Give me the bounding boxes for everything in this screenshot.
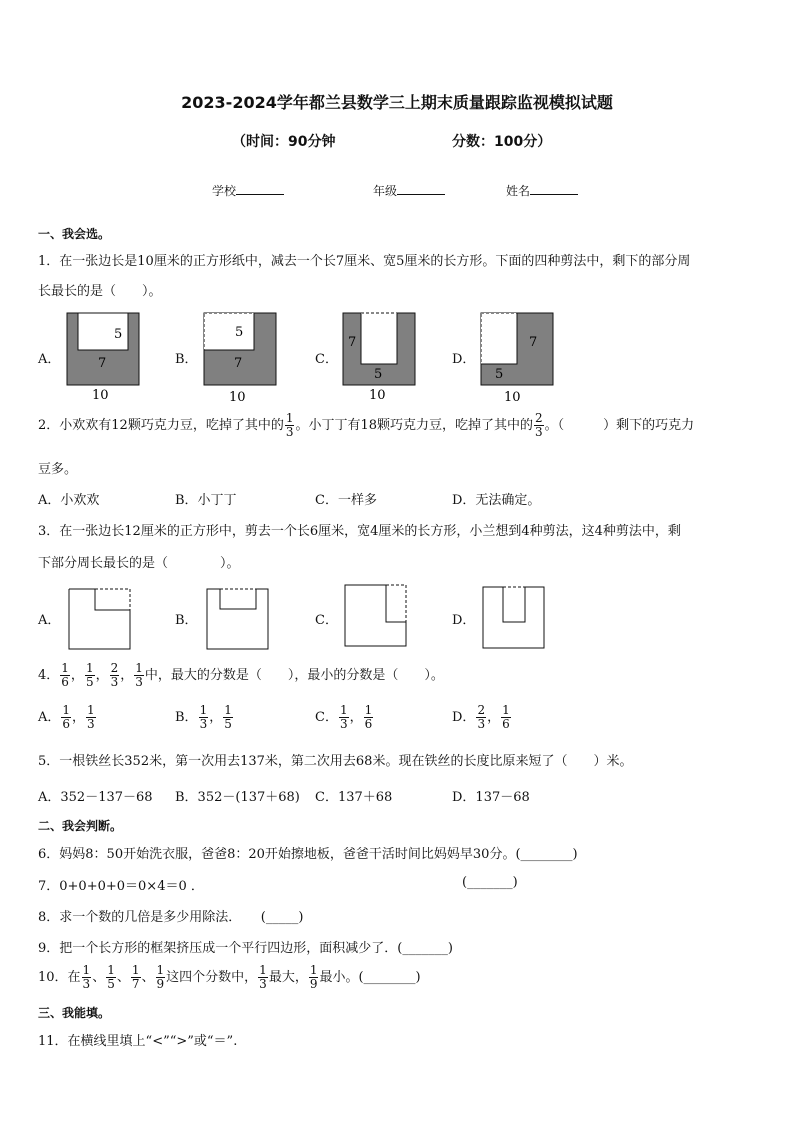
q2-option-d[interactable]: D．无法确定。: [452, 493, 541, 508]
q3-figure-a: [69, 589, 130, 649]
q2-fraction-1: $\frac{1}{3}$: [285, 411, 294, 439]
q10-fraction-big: $\frac{1}{3}$: [259, 963, 267, 991]
q1a-dim-10: 10: [92, 388, 109, 403]
q10-fraction-2: $\frac{1}{5}$: [107, 963, 115, 991]
q4-line: 4． $\frac{1}{6}$ ， $\frac{1}{5}$ ， $\frac{2}{3}$ ， $\frac{1}{3}$ 中，最大的分数是（ ），最小的分数是（ ）。: [38, 661, 444, 689]
q5-option-a[interactable]: A．352－137－68: [38, 790, 153, 805]
q10-fraction-small: $\frac{1}{9}$: [309, 963, 318, 991]
q3-label-c[interactable]: C．: [315, 613, 338, 628]
q4-fraction-2: $\frac{1}{5}$: [85, 661, 94, 689]
q3-label-d[interactable]: D．: [452, 613, 476, 628]
q4-option-d[interactable]: D． $\frac{2}{3}$ ， $\frac{1}{6}$: [452, 703, 510, 731]
q1c-dim-10: 10: [369, 388, 386, 403]
q2-line2: 豆多。: [38, 462, 78, 477]
q4-option-b[interactable]: B． $\frac{1}{3}$ ， $\frac{1}{5}$: [175, 703, 232, 731]
q3-label-b[interactable]: B．: [175, 613, 198, 628]
q2-option-c[interactable]: C．一样多: [315, 493, 377, 508]
q2-option-a[interactable]: A．小欢欢: [38, 493, 100, 508]
q2-text-1: 2．小欢欢有12颗巧克力豆，吃掉了其中的: [38, 418, 284, 433]
q1a-dim-5: 5: [114, 327, 123, 342]
q3-figure-c: [345, 585, 406, 646]
q7-answer-blank[interactable]: (_______): [462, 875, 518, 890]
q1d-dim-5: 5: [495, 367, 504, 382]
q1d-dim-7: 7: [529, 335, 538, 350]
q2-text-2: 。小丁丁有18颗巧克力豆，吃掉了其中的: [295, 418, 534, 433]
q2-fraction-2: $\frac{2}{3}$: [535, 411, 543, 439]
q1-line2: 长最长的是（ ）。: [38, 284, 162, 299]
section-judge: 二、我会判断。: [38, 819, 123, 833]
q1-label-b[interactable]: B．: [175, 352, 198, 367]
q2-text-3: 。（ ）剩下的巧克力: [544, 418, 695, 433]
q5-option-c[interactable]: C．137＋68: [315, 790, 393, 805]
q4-fraction-4: $\frac{1}{3}$: [135, 661, 143, 689]
q3-line2: 下部分周长最长的是（ ）。: [38, 556, 240, 571]
q4-fraction-1: $\frac{1}{6}$: [61, 661, 69, 689]
section-choose: 一、我会选。: [38, 227, 111, 241]
q1c-dim-7: 7: [348, 335, 357, 350]
q7-text: 7．0+0+0+0＝0×4＝0 ．: [38, 879, 204, 894]
q9-text: 9．把一个长方形的框架挤压成一个平行四边形，面积减少了．(_______): [38, 941, 453, 956]
q1b-dim-10: 10: [229, 390, 246, 405]
q11-text: 11．在横线里填上“<”“>”或“＝”.: [38, 1034, 238, 1049]
q1-label-d[interactable]: D．: [452, 352, 476, 367]
section-fill: 三、我能填。: [38, 1006, 111, 1020]
q1-label-c[interactable]: C．: [315, 352, 338, 367]
school-label: 学校: [212, 184, 237, 198]
q4-fraction-3: $\frac{2}{3}$: [110, 661, 119, 689]
q5-option-b[interactable]: B．352－(137＋68): [175, 790, 300, 805]
q3-label-a[interactable]: A．: [38, 613, 61, 628]
q1b-dim-5: 5: [235, 325, 244, 340]
q4-number: 4．: [38, 668, 60, 683]
q6-text: 6．妈妈8：50开始洗衣服，爸爸8：20开始擦地板，爸爸干活时间比妈妈早30分。(________): [38, 847, 578, 862]
q10-fraction-3: $\frac{1}{7}$: [131, 963, 140, 991]
q10-fraction-4: $\frac{1}{9}$: [156, 963, 165, 991]
q3-figure-d: [483, 587, 544, 648]
q1a-dim-7: 7: [98, 356, 107, 371]
q3-figure-b: [207, 589, 268, 649]
q4-option-c[interactable]: C． $\frac{1}{3}$ ， $\frac{1}{6}$: [315, 703, 373, 731]
q4-option-a[interactable]: A． $\frac{1}{6}$ ， $\frac{1}{3}$: [38, 703, 95, 731]
q1b-dim-7: 7: [234, 356, 243, 371]
grade-label: 年级: [373, 184, 398, 198]
q1d-dim-10: 10: [504, 390, 521, 405]
q2-option-b[interactable]: B．小丁丁: [175, 493, 237, 508]
exam-score: 分数：100分）: [452, 134, 552, 150]
q1-line1: 1．在一张边长是10厘米的正方形纸中，减去一个长7厘米、宽5厘米的长方形。下面的四种剪法中，剩下的部分周: [38, 254, 691, 269]
name-label: 姓名: [506, 184, 531, 198]
q8-text: 8．求一个数的几倍是多少用除法． (_____): [38, 910, 304, 925]
q4-text: 中，最大的分数是（ ），最小的分数是（ ）。: [144, 668, 444, 683]
q1-label-a[interactable]: A．: [38, 352, 61, 367]
q10-fraction-1: $\frac{1}{3}$: [82, 963, 91, 991]
q3-line1: 3．在一张边长12厘米的正方形中，剪去一个长6厘米，宽4厘米的长方形，小兰想到4种剪法，这4种剪法中，剩: [38, 524, 681, 539]
q5-text: 5．一根铁丝长352米，第一次用去137米，第二次用去68米。现在铁丝的长度比原来短了（ ）米。: [38, 754, 633, 769]
page-title: 2023-2024学年都兰县数学三上期末质量跟踪监视模拟试题: [181, 93, 613, 112]
q5-option-d[interactable]: D．137－68: [452, 790, 530, 805]
q10-line: 10．在 $\frac{1}{3}$ 、 $\frac{1}{5}$ 、 $\frac{1}{7}$ 、 $\frac{1}{9}$ 这四个分数中， $\frac{1}{3}$ 最大， $\frac{1}{9}$ 最小。(________): [38, 963, 421, 991]
q1c-dim-5: 5: [374, 367, 383, 382]
exam-time: （时间：90分钟: [232, 134, 336, 150]
